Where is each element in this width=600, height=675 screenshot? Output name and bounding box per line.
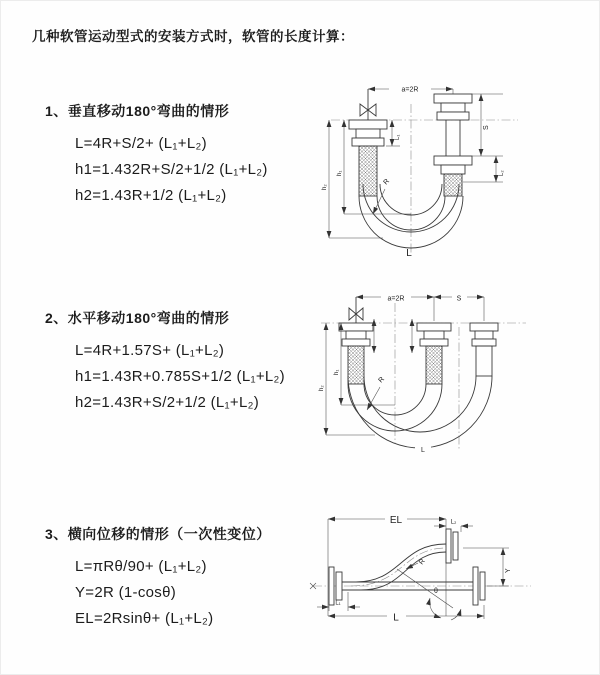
dim-l2 [434, 520, 473, 533]
section-3-formulas [75, 554, 271, 632]
dim-l1 [386, 120, 401, 146]
length-label: L [406, 248, 412, 259]
curved-hose-position [351, 544, 446, 590]
section-horizontal-movement [45, 308, 285, 416]
formula-h2: h2=1.43R+S/2+1/2 (L₁+L₂) [75, 394, 260, 411]
dim-label-a2r: a=2R [401, 86, 419, 94]
formula-h1: h1=1.432R+S/2+1/2 (L₁+L₂) [75, 161, 268, 178]
dim-s [472, 94, 503, 156]
formula-h2: h2=1.43R+1/2 (L₁+L₂) [75, 187, 227, 204]
section-3-heading: 3、横向位移的情形（一次性变位） [45, 526, 271, 542]
right-hose-plain [476, 346, 492, 376]
dim-a2r [368, 87, 453, 95]
diagram-vertical-180-bend [313, 64, 593, 260]
formula-L: L=4R+S/2+ (L₁+L₂) [75, 135, 207, 152]
left-end-fitting [339, 323, 373, 346]
dim-label-l1: L₁ [395, 134, 401, 140]
dim-y [463, 548, 512, 586]
dim-label-h1: h₁ [334, 369, 340, 375]
section-1-formulas [75, 131, 268, 209]
radius-label: R [377, 375, 386, 385]
dim-label-y: Y [505, 568, 512, 573]
formula-Y: Y=2R (1-cosθ) [75, 584, 177, 601]
formula-L: L=4R+1.57S+ (L₁+L₂) [75, 342, 225, 359]
left-end-fitting [349, 120, 387, 146]
hose-u-bend-position2 [348, 376, 492, 448]
section-2-formulas [75, 338, 285, 416]
valve-icon [360, 89, 376, 120]
formula-EL: EL=2Rsinθ+ (L₁+L₂) [75, 610, 214, 627]
dim-label-h2: h₂ [322, 184, 328, 190]
valve-icon [349, 297, 363, 323]
dim-label-s: S [456, 295, 462, 303]
dim-el [328, 515, 446, 616]
section-lateral-displacement [45, 524, 271, 632]
bend-reference-line [397, 569, 453, 608]
section-vertical-movement [45, 101, 268, 209]
dim-label-h1: h₁ [337, 170, 343, 176]
angle-theta [430, 588, 461, 620]
diagram-lateral-displacement [301, 503, 600, 653]
dim-label-el: EL [389, 515, 403, 526]
dim-label-l2: L₂ [450, 519, 457, 526]
angle-label: θ [434, 588, 438, 595]
dim-label-h2: h₂ [319, 385, 325, 391]
right-end-fitting [470, 323, 498, 346]
dim-label-l2: L₂ [499, 170, 505, 176]
left-hose-braid [348, 346, 364, 384]
middle-hose-braid [426, 346, 442, 384]
dim-label-s: S [483, 125, 490, 130]
dim-l [328, 605, 484, 624]
right-rigid-pipe [446, 120, 460, 156]
right-end-fitting-top [434, 94, 472, 120]
dim-label-a2r: a=2R [387, 295, 405, 303]
dim-label-l1: L₁ [335, 600, 341, 607]
section-1-heading: 1、垂直移动180°弯曲的情形 [45, 103, 230, 119]
section-2-heading: 2、水平移动180°弯曲的情形 [45, 310, 230, 326]
right-end-fitting-lower [434, 156, 472, 174]
formula-h1: h1=1.43R+0.785S+1/2 (L₁+L₂) [75, 368, 285, 385]
diagram-horizontal-180-bend [311, 283, 600, 456]
formula-L: L=πRθ/90+ (L₁+L₂) [75, 558, 207, 575]
dim-s [434, 291, 484, 321]
radius-label: R [382, 177, 391, 187]
left-hose-braid [359, 146, 377, 196]
length-label: L [421, 447, 425, 454]
radius-label: R [418, 557, 427, 567]
upper-flange [446, 529, 458, 563]
page-title: 几种软管运动型式的安装方式时，软管的长度计算： [32, 29, 354, 44]
middle-end-fitting [417, 323, 451, 346]
lower-right-flange [473, 567, 485, 605]
dim-label-l: L [393, 612, 399, 624]
radius-callout [406, 558, 427, 569]
